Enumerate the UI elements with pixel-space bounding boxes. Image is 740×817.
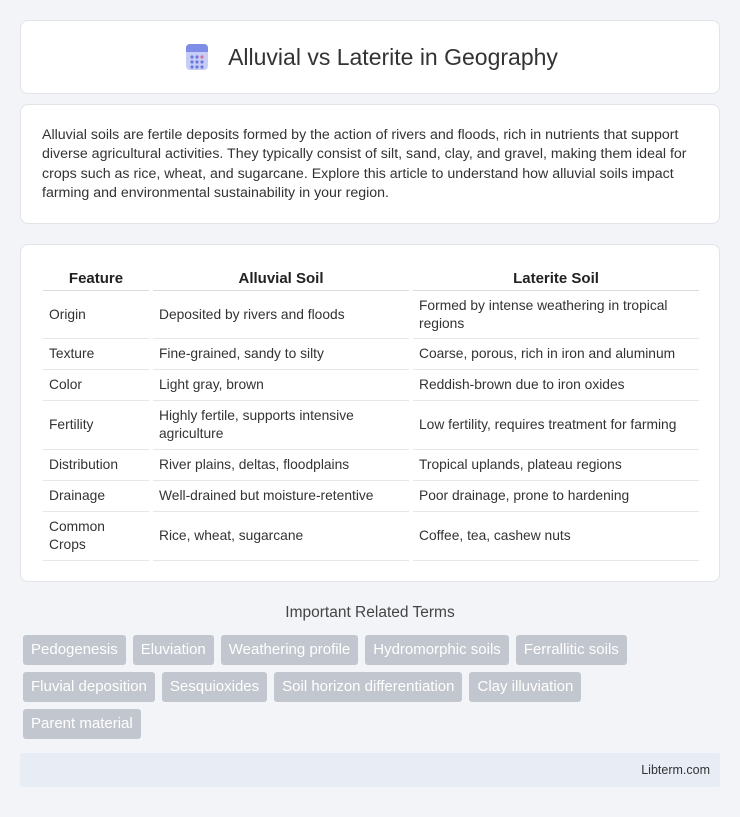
tag-parent-material[interactable]: Parent material <box>23 709 141 739</box>
table-cell-alluvial: Rice, wheat, sugarcane <box>153 512 409 561</box>
header-card <box>20 20 720 94</box>
table-cell-feature: Fertility <box>43 401 149 450</box>
table-cell-alluvial: Fine-grained, sandy to silty <box>153 339 409 370</box>
table-cell-alluvial: Deposited by rivers and floods <box>153 291 409 339</box>
tag-ferrallitic-soils[interactable]: Ferrallitic soils <box>516 635 627 665</box>
table-cell-laterite: Low fertility, requires treatment for farming <box>413 401 699 450</box>
comparison-table <box>43 265 699 561</box>
table-header-row <box>43 265 699 291</box>
table-row <box>43 291 699 339</box>
table-cell-alluvial: River plains, deltas, floodplains <box>153 450 409 481</box>
table-row <box>43 401 699 450</box>
column-header-feature: Feature <box>43 265 149 291</box>
table-row <box>43 512 699 561</box>
table-cell-feature: Drainage <box>43 481 149 512</box>
table-cell-alluvial: Well-drained but moisture-retentive <box>153 481 409 512</box>
footer <box>20 753 720 787</box>
table-cell-feature: Color <box>43 370 149 401</box>
table-cell-laterite: Formed by intense weathering in tropical regions <box>413 291 699 339</box>
footer-site-link[interactable]: Libterm.com <box>641 763 710 777</box>
tag-hydromorphic-soils[interactable]: Hydromorphic soils <box>365 635 509 665</box>
tag-clay-illuviation[interactable]: Clay illuviation <box>469 672 581 702</box>
intro-card <box>20 104 720 224</box>
tag-soil-horizon-differentiation[interactable]: Soil horizon differentiation <box>274 672 462 702</box>
comparison-table-card <box>20 244 720 582</box>
table-cell-feature: Texture <box>43 339 149 370</box>
column-header-alluvial: Alluvial Soil <box>153 265 409 291</box>
related-terms-title: Important Related Terms <box>285 604 455 621</box>
table-cell-feature: Common Crops <box>43 512 149 561</box>
calculator-icon <box>182 42 212 72</box>
intro-text: Alluvial soils are fertile deposits formed by the action of rivers and floods, rich in nutrients that support diverse agricultural activities. They typically consist of silt, sand, clay, and gravel, making them ideal for crops such as rice, wheat, and sugarcane. Explore this article to understand how alluvial soils impact farming and environmental sustainability in your region. <box>42 127 687 202</box>
tag-pedogenesis[interactable]: Pedogenesis <box>23 635 126 665</box>
tag-sesquioxides[interactable]: Sesquioxides <box>162 672 267 702</box>
table-cell-feature: Distribution <box>43 450 149 481</box>
page-title: Alluvial vs Laterite in Geography <box>228 43 558 70</box>
table-cell-alluvial: Highly fertile, supports intensive agriculture <box>153 401 409 450</box>
related-terms-tags <box>23 635 723 746</box>
table-cell-alluvial: Light gray, brown <box>153 370 409 401</box>
table-cell-laterite: Poor drainage, prone to hardening <box>413 481 699 512</box>
table-cell-laterite: Coarse, porous, rich in iron and aluminum <box>413 339 699 370</box>
table-row <box>43 370 699 401</box>
tag-eluviation[interactable]: Eluviation <box>133 635 214 665</box>
table-row <box>43 481 699 512</box>
table-cell-feature: Origin <box>43 291 149 339</box>
tag-weathering-profile[interactable]: Weathering profile <box>221 635 358 665</box>
tag-fluvial-deposition[interactable]: Fluvial deposition <box>23 672 155 702</box>
table-cell-laterite: Tropical uplands, plateau regions <box>413 450 699 481</box>
table-cell-laterite: Reddish-brown due to iron oxides <box>413 370 699 401</box>
column-header-laterite: Laterite Soil <box>413 265 699 291</box>
table-row <box>43 339 699 370</box>
table-row <box>43 450 699 481</box>
table-cell-laterite: Coffee, tea, cashew nuts <box>413 512 699 561</box>
